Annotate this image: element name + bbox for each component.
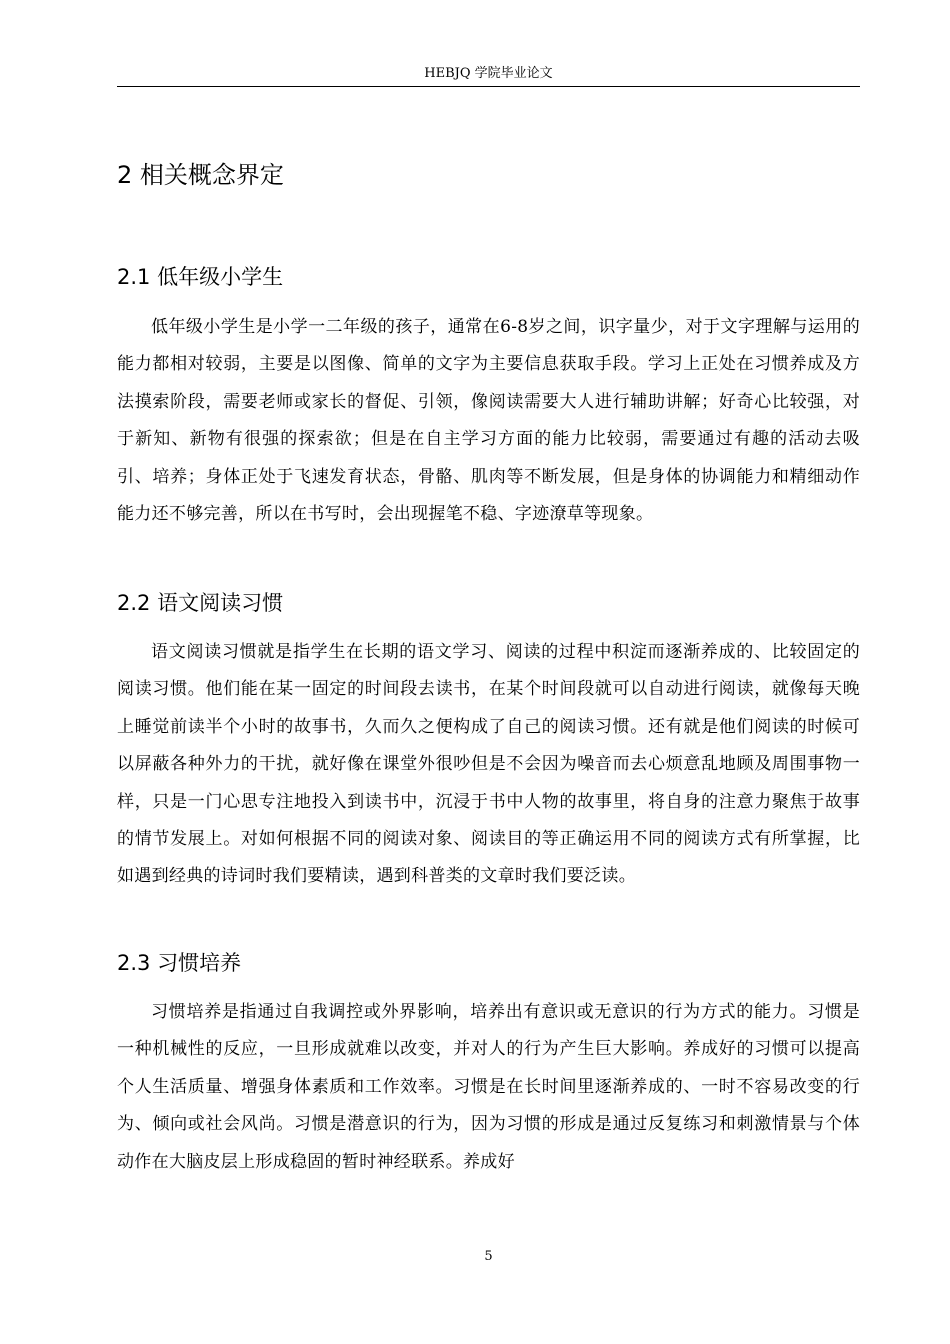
section-2-1-paragraph: 低年级小学生是小学一二年级的孩子，通常在6-8岁之间，识字量少，对于文字理解与运用的能力都相对较弱，主要是以图像、简单的文字为主要信息获取手段。学习上正处在习惯养成及方法摸索阶段，需要老师或家长的督促、引领，像阅读需要大人进行辅助讲解；好奇心比较强，对于新知、新物有很强的探索欲；但是在自主学习方面的能力比较弱，需要通过有趣的活动去吸引、培养；身体正处于飞速发育状态，骨骼、肌肉等不断发展，但是身体的协调能力和精细动作能力还不够完善，所以在书写时，会出现握笔不稳、字迹潦草等现象。 <box>117 317 860 525</box>
chapter-title: 2 相关概念界定 <box>117 161 284 189</box>
header-divider <box>117 86 860 87</box>
section-title-2-3: 2.3 习惯培养 <box>117 951 242 975</box>
section-2-2-paragraph: 语文阅读习惯就是指学生在长期的语文学习、阅读的过程中积淀而逐渐养成的、比较固定的阅读习惯。他们能在某一固定的时间段去读书，在某个时间段就可以自动进行阅读，就像每天晚上睡觉前读半个小时的故事书，久而久之便构成了自己的阅读习惯。还有就是他们阅读的时候可以屏蔽各种外力的干扰，就好像在课堂外很吵但是不会因为噪音而去心烦意乱地顾及周围事物一样，只是一门心思专注地投入到读书中，沉浸于书中人物的故事里，将自身的注意力聚焦于故事的情节发展上。对如何根据不同的阅读对象、阅读目的等正确运用不同的阅读方式有所掌握，比如遇到经典的诗词时我们要精读，遇到科普类的文章时我们要泛读。 <box>117 642 860 887</box>
running-header: HEBJQ 学院毕业论文 <box>424 66 553 81</box>
page-number: 5 <box>484 1249 493 1264</box>
section-title-2-2: 2.2 语文阅读习惯 <box>117 591 284 615</box>
section-2-3-paragraph: 习惯培养是指通过自我调控或外界影响，培养出有意识或无意识的行为方式的能力。习惯是一种机械性的反应，一旦形成就难以改变，并对人的行为产生巨大影响。养成好的习惯可以提高个人生活质量、增强身体素质和工作效率。习惯是在长时间里逐渐养成的、一时不容易改变的行为、倾向或社会风尚。习惯是潜意识的行为，因为习惯的形成是通过反复练习和刺激情景与个体动作在大脑皮层上形成稳固的暂时神经联系。养成好 <box>117 1002 860 1172</box>
section-title-2-1: 2.1 低年级小学生 <box>117 265 284 289</box>
